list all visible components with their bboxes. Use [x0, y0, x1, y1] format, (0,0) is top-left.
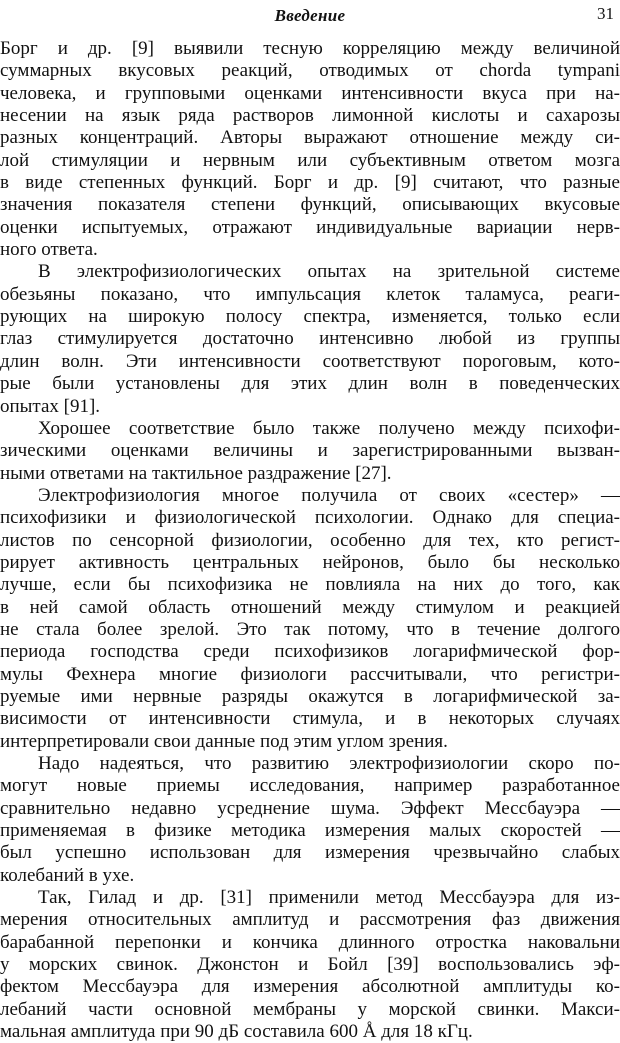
- text-line: зическими оценками величины и зарегистрированными вызван-: [0, 440, 620, 462]
- text-line: применяемая в физике методика измерения малых скоростей —: [0, 820, 620, 842]
- text-line: обезьяны показано, что импульсация клеток таламуса, реаги-: [0, 283, 620, 305]
- text-line: оценки испытуемых, отражают индивидуальные вариации нерв-: [0, 216, 620, 238]
- text-line: интерпретировали свои данные под этим углом зрения.: [0, 730, 448, 752]
- text-line: сравнительно недавно усреднение шума. Эффект Мессбауэра —: [0, 797, 620, 819]
- text-line: лебаний части основной мембраны у морской свинки. Макси-: [0, 998, 620, 1020]
- text-line: психофизики и физиологической психологии. Однако для специа-: [0, 507, 620, 529]
- text-line: лучше, если бы психофизика не повлияла на них до того, как: [0, 574, 620, 596]
- text-line: рирует активность центральных нейронов, было бы несколько: [0, 551, 620, 573]
- text-line: в ней самой область отношений между стимулом и реакцией: [0, 596, 620, 618]
- text-line: могут новые приемы исследования, например разработанное: [0, 775, 620, 797]
- page-number: 31: [597, 4, 614, 23]
- text-line: лой стимуляции и нервным или субъективным ответом мозга: [0, 149, 620, 171]
- text-line: не стала более зрелой. Это так потому, что в течение долгого: [0, 618, 620, 640]
- text-line: рые были установлены для этих длин волн в поведенческих: [0, 373, 620, 395]
- text-line: человека, и групповыми оценками интенсивности вкуса при на-: [0, 82, 620, 104]
- text-line: Хорошее соответствие было также получено между психофи-: [38, 417, 620, 439]
- text-line: фектом Мессбауэра для измерения абсолютной амплитуды ко-: [0, 976, 620, 998]
- text-line: мерения относительных амплитуд и рассмотрения фаз движения: [0, 909, 620, 931]
- text-line: колебаний в ухе.: [0, 864, 135, 886]
- text-line: рующих на широкую полосу спектра, изменяется, только если: [0, 306, 620, 328]
- text-line: мальная амплитуда при 90 дБ составила 600 Å для 18 кГц.: [0, 1021, 473, 1043]
- text-line: мулы Фехнера многие физиологи рассчитывали, что регистри-: [0, 663, 620, 685]
- text-line: глаз стимулируется достаточно интенсивно любой из группы: [0, 328, 620, 350]
- text-line: ными ответами на тактильное раздражение [27].: [0, 462, 392, 484]
- text-line: опытах [91].: [0, 395, 101, 417]
- text-line: барабанной перепонки и кончика длинного отростка наковальни: [0, 931, 620, 953]
- text-line: был успешно использован для измерения чрезвычайно слабых: [0, 842, 620, 864]
- text-line: длин волн. Эти интенсивности соответствуют пороговым, кото-: [0, 350, 620, 372]
- text-line: несении на язык ряда растворов лимонной кислоты и сахарозы: [0, 105, 620, 127]
- text-line: висимости от интенсивности стимула, и в некоторых случаях: [0, 708, 620, 730]
- text-line: значения показателя степени функций, описывающих вкусовые: [0, 194, 620, 216]
- running-title: Введение: [274, 6, 346, 25]
- text-line: листов по сенсорной физиологии, особенно для тех, кто регист-: [0, 529, 620, 551]
- text-line: разных концентраций. Авторы выражают отношение между си-: [0, 127, 620, 149]
- text-line: у морских свинок. Джонстон и Бойл [39] воспользовались эф-: [0, 954, 620, 976]
- text-line: Так, Гилад и др. [31] применили метод Мессбауэра для из-: [38, 887, 620, 909]
- text-line: периода господства среди психофизиков логарифмической фор-: [0, 641, 620, 663]
- text-line: в виде степенных функций. Борг и др. [9] считают, что разные: [0, 172, 620, 194]
- text-line: Электрофизиология многое получила от своих «сестер» —: [38, 484, 620, 506]
- text-line: ного ответа.: [0, 239, 98, 261]
- text-line: Надо надеяться, что развитию электрофизиологии скоро по-: [38, 753, 620, 774]
- text-line: руемые ими нервные разряды окажутся в логарифмической за-: [0, 685, 620, 707]
- body-text: [0, 38, 620, 1043]
- text-line: В электрофизиологических опытах на зрительной системе: [38, 261, 620, 283]
- text-line: Борг и др. [9] выявили тесную корреляцию между величиной: [0, 38, 620, 59]
- text-line: суммарных вкусовых реакций, отводимых от chorda tympani: [0, 60, 620, 82]
- running-head: [0, 4, 620, 30]
